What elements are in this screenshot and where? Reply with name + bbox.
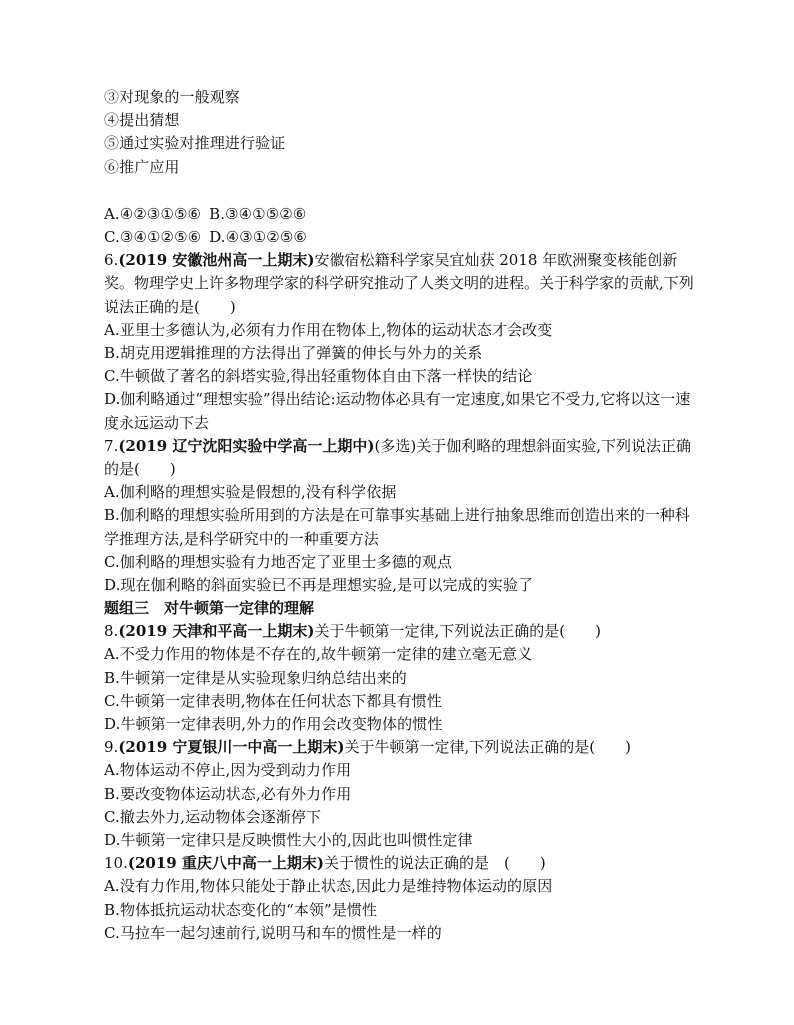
step-item: ④提出猜想 (104, 111, 180, 130)
q5-option-b: B.③④①⑤②⑥ (209, 204, 307, 223)
q5-options-row-2 (104, 226, 704, 249)
q8-option-a: A.不受力作用的物体是不存在的,故牛顿第一定律的建立毫无意义 (104, 645, 533, 664)
q6-option-b: B.胡克用逻辑推理的方法得出了弹簧的伸长与外力的关系 (104, 343, 483, 362)
q9-option-a: A.物体运动不停止,因为受到动力作用 (104, 761, 352, 780)
q6-option-c: C.牛顿做了著名的斜塔实验,得出轻重物体自由下落一样快的结论 (104, 367, 533, 386)
q8-stem (104, 620, 704, 643)
q9-stem (104, 736, 704, 759)
q8-option-c: C.牛顿第一定律表明,物体在任何状态下都具有惯性 (104, 691, 442, 710)
q5-option-d: D.④③①②⑤⑥ (209, 227, 307, 246)
q7-option-d: D.现在伽利略的斜面实验已不再是理想实验,是可以完成的实验了 (104, 575, 534, 594)
q9-option-b: B.要改变物体运动状态,必有外力作用 (104, 784, 352, 803)
q10-option-b: B.物体抵抗运动状态变化的“本领”是惯性 (104, 900, 378, 919)
q10-stem-text: 关于惯性的说法正确的是 ( ) (324, 854, 546, 873)
q9-source: (2019 宁夏银川一中高一上期末) (118, 738, 345, 757)
section-heading: 题组三 对牛顿第一定律的理解 (104, 599, 315, 618)
q7-option-c: C.伽利略的理想实验有力地否定了亚里士多德的观点 (104, 552, 453, 571)
q8-option-b: B.牛顿第一定律是从实验现象归纳总结出来的 (104, 668, 407, 687)
q6-stem-text: 安徽宿松籍科学家吴宜灿获 2018 年欧洲聚变核能创新奖。物理学史上许多物理学家的科学研究推动了人类文明的进程。关于科学家的贡献,下列说法正确的是( ) (104, 251, 694, 316)
q10-stem (104, 852, 704, 875)
q8-source: (2019 天津和平高一上期末) (118, 622, 315, 641)
q5-option-c: C.③④①②⑤⑥ (104, 227, 202, 246)
spacer (104, 179, 704, 203)
q9-number: 9. (104, 738, 119, 757)
q9-option-c: C.撤去外力,运动物体会逐渐停下 (104, 807, 322, 826)
document-page (104, 86, 704, 945)
step-item: ⑥推广应用 (104, 157, 180, 176)
q7-stem-text: (多选)关于伽利略的理想斜面实验,下列说法正确的是( ) (104, 436, 691, 478)
q6-source: (2019 安徽池州高一上期末) (118, 251, 315, 270)
q7-option-a: A.伽利略的理想实验是假想的,没有科学依据 (104, 483, 397, 502)
q8-option-d: D.牛顿第一定律表明,外力的作用会改变物体的惯性 (104, 715, 443, 734)
q9-stem-text: 关于牛顿第一定律,下列说法正确的是( ) (344, 738, 631, 757)
q6-option-d: D.伽利略通过“理想实验”得出结论:运动物体必具有一定速度,如果它不受力,它将以这一速度永远运动下去 (104, 390, 691, 432)
q6-number: 6. (104, 251, 119, 270)
q6-option-a: A.亚里士多德认为,必须有力作用在物体上,物体的运动状态才会改变 (104, 320, 553, 339)
q8-number: 8. (104, 622, 119, 641)
q7-option-b: B.伽利略的理想实验所用到的方法是在可靠事实基础上进行抽象思维而创造出来的一种科学推理方法,是科学研究中的一种重要方法 (104, 506, 690, 548)
q10-option-a: A.没有力作用,物体只能处于静止状态,因此力是维持物体运动的原因 (104, 877, 553, 896)
step-item: ③对现象的一般观察 (104, 88, 240, 106)
step-item: ⑤通过实验对推理进行验证 (104, 134, 286, 153)
q6-stem (104, 249, 704, 319)
q7-stem (104, 435, 704, 481)
q8-stem-text: 关于牛顿第一定律,下列说法正确的是( ) (314, 622, 601, 641)
q10-source: (2019 重庆八中高一上期末) (127, 854, 325, 873)
q7-source: (2019 辽宁沈阳实验中学高一上期中) (118, 436, 375, 455)
q5-option-a: A.④②③①⑤⑥ (104, 204, 202, 223)
q10-option-c: C.马拉车一起匀速前行,说明马和车的惯性是一样的 (104, 923, 442, 942)
q7-number: 7. (104, 436, 119, 455)
q10-number: 10. (104, 854, 128, 873)
q9-option-d: D.牛顿第一定律只是反映惯性大小的,因此也叫惯性定律 (104, 830, 473, 849)
q5-options-row-1 (104, 203, 704, 226)
